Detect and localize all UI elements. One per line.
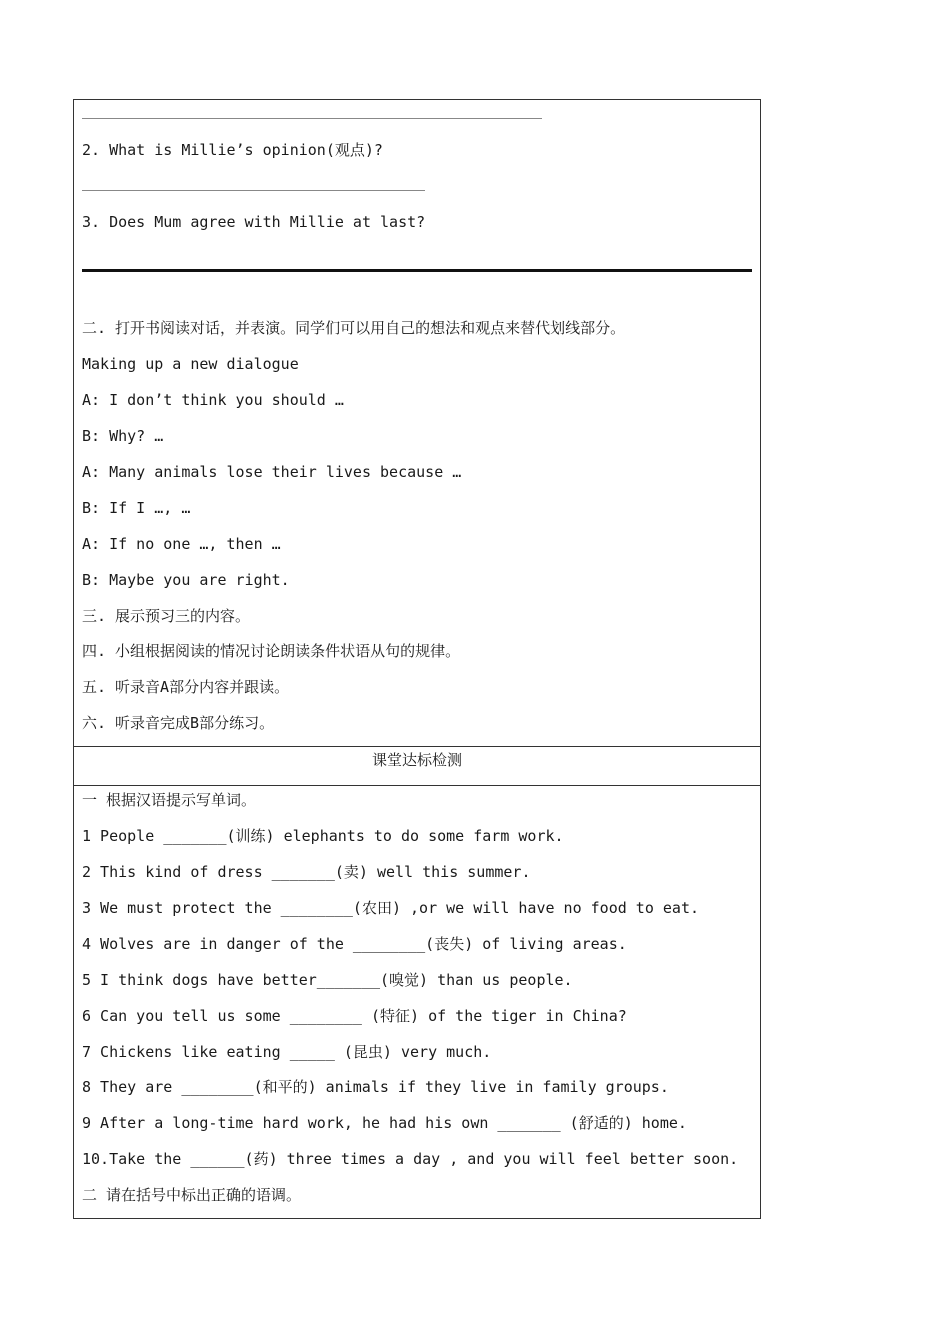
section-heading: 课堂达标检测 <box>371 751 462 769</box>
exercise-item: 4 Wolves are in danger of the ________(丧失) of living areas. <box>82 935 627 953</box>
dialogue-line: A: I don’t think you should … <box>82 391 344 409</box>
dialogue-line: A: If no one …, then … <box>82 535 281 553</box>
dialogue-line: B: Why? … <box>82 427 164 445</box>
exercise-item: 9 After a long-time hard work, he had his own _______ (舒适的) home. <box>82 1114 687 1132</box>
exercise-item: 6 Can you tell us some ________ (特征) of the tiger in China? <box>82 1007 627 1025</box>
exercise-item: 1 People _______(训练) elephants to do some farm work. <box>82 827 564 845</box>
dialogue-line: A: Many animals lose their lives because … <box>82 463 462 481</box>
dialogue-title: Making up a new dialogue <box>82 355 299 373</box>
step-item: 五. 听录音A部分内容并跟读。 <box>82 678 290 696</box>
question-2: 2. What is Millie’s opinion(观点)? <box>82 141 383 159</box>
exercise-item: 7 Chickens like eating _____ (昆虫) very much. <box>82 1043 492 1061</box>
dialogue-line: B: If I …, … <box>82 499 191 517</box>
step-item: 六. 听录音完成B部分练习。 <box>82 714 275 732</box>
part2-title: 二 请在括号中标出正确的语调。 <box>82 1186 302 1204</box>
part1-title: 一 根据汉语提示写单词。 <box>82 791 257 809</box>
exercise-item: 8 They are ________(和平的) animals if they live in family groups. <box>82 1078 669 1096</box>
step-item: 四. 小组根据阅读的情况讨论朗读条件状语从句的规律。 <box>82 642 461 660</box>
question-3: 3. Does Mum agree with Millie at last? <box>82 213 426 231</box>
exercise-item: 3 We must protect the ________(农田) ,or we will have no food to eat. <box>82 899 699 917</box>
answer-line-1 <box>82 118 542 119</box>
exercise-item: 5 I think dogs have better_______(嗅觉) than us people. <box>82 971 573 989</box>
answer-line-3 <box>82 269 752 272</box>
step-item: 三. 展示预习三的内容。 <box>82 607 251 625</box>
answer-line-2 <box>82 190 425 191</box>
dialogue-instruction: 二. 打开书阅读对话，并表演。同学们可以用自己的想法和观点来替代划线部分。 <box>82 319 626 337</box>
exercise-item: 2 This kind of dress _______(卖) well this summer. <box>82 863 531 881</box>
exercise-item: 10.Take the ______(药) three times a day , and you will feel better soon. <box>82 1150 739 1168</box>
dialogue-line: B: Maybe you are right. <box>82 571 290 589</box>
